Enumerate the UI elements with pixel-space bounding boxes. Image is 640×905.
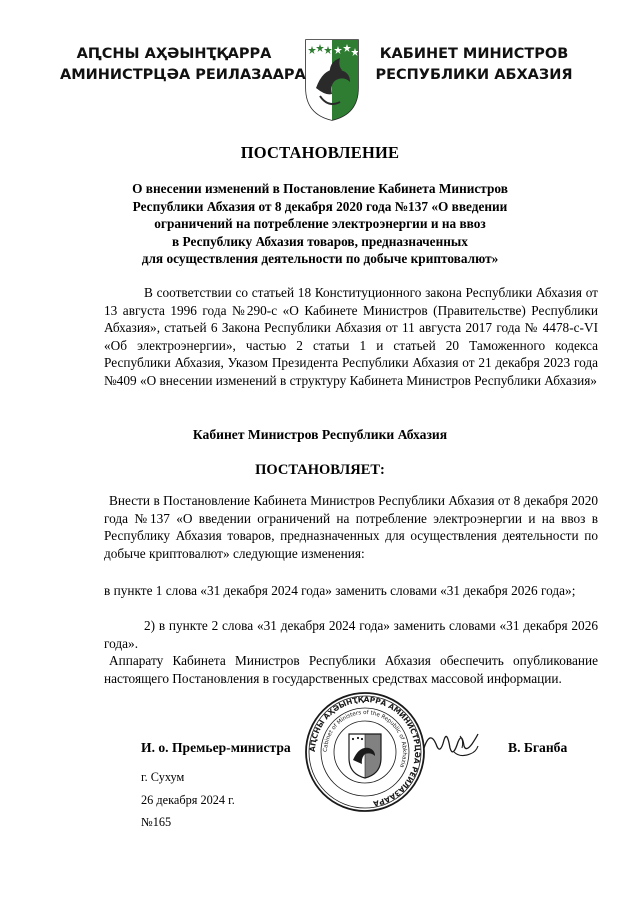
document-subject — [100, 180, 540, 268]
document-number: №165 — [141, 815, 172, 829]
state-emblem-icon — [300, 36, 364, 122]
clause-1-paragraph: Внести в Постановление Кабинета Министров Республики Абхазия от 8 декабря 2020 года №137 «О введении ограничений на потребление электроэнергии и на ввоз в Республику Абхазия товаров, предназначенных для осуществления деятельности по добыче криптовалют» следующие изменения: — [104, 493, 598, 561]
item-2-paragraph: 2) в пункте 2 слова «31 декабря 2024 года» заменить словами «31 декабря 2026 года». — [104, 618, 598, 651]
header-russian-line2: РЕСПУБЛИКИ АБХАЗИЯ — [375, 67, 573, 83]
handwritten-signature-icon — [420, 722, 482, 764]
issuing-authority: Кабинет Министров Республики Абхазия — [192, 427, 448, 442]
seal-outer-text: АԤСНЫ АҲӘЫНҬҚАРРА АМИНИСТРЦӘА РЕИЛАЗААРА — [307, 694, 423, 809]
signatory-name: В. Бганба — [508, 740, 568, 755]
document-title: ПОСТАНОВЛЕНИЕ — [240, 143, 400, 162]
header-russian-line1: КАБИНЕТ МИНИСТРОВ — [379, 46, 569, 62]
item-1-paragraph: в пункте 1 слова «31 декабря 2024 года» заменить словами «31 декабря 2026 года»; — [104, 583, 576, 598]
preamble-paragraph: В соответствии со статьей 18 Конституционного закона Республики Абхазия от 13 августа 1996 года №290-с «О Кабинете Министров (Правительстве) Республики Абхазия», статьей 6 Закона Республики Абхазия от 11 августа 2017 года № 4478-с-VI «Об электроэнергии», частью 2 статьи 1 и статьей 20 Таможенного кодекса Республики Абхазия, Указом Президента Республики Абхазия от 21 декабря 2023 года №409 «О внесении изменений в структуру Кабинета Министров Республики Абхазия» — [104, 285, 598, 388]
header-abkhaz — [60, 44, 306, 86]
signatory-position: И. о. Премьер-министра — [141, 740, 291, 755]
subject-line: в Республику Абхазия товаров, предназначенных — [172, 233, 468, 249]
official-seal-icon — [303, 690, 427, 814]
header-abkhaz-line1: АԤСНЫ АҲӘЫНҬҚАРРА — [76, 46, 272, 62]
subject-line: Республики Абхазия от 8 декабря 2020 года №137 «О введении — [132, 198, 508, 214]
clause-2-paragraph: Аппарату Кабинета Министров Республики Абхазия обеспечить опубликование настоящего Постановления в государственных средствах массовой информации. — [104, 653, 598, 686]
resolves-heading: ПОСТАНОВЛЯЕТ: — [255, 462, 385, 478]
seal-inner-text: Cabinet of Ministers of the Republic of Abkhazia — [322, 709, 408, 769]
header-abkhaz-line2: АМИНИСТРЦӘА РЕИЛАЗААРА — [60, 67, 306, 83]
subject-line: для осуществления деятельности по добыче криптовалют» — [141, 251, 499, 267]
header-russian — [374, 44, 574, 86]
place-of-signing: г. Сухум — [141, 770, 185, 784]
subject-line: О внесении изменений в Постановление Кабинета Министров — [132, 181, 508, 196]
date-of-signing: 26 декабря 2024 г. — [141, 793, 235, 807]
subject-line: ограничений на потребление электроэнергии и на ввоз — [154, 216, 486, 232]
